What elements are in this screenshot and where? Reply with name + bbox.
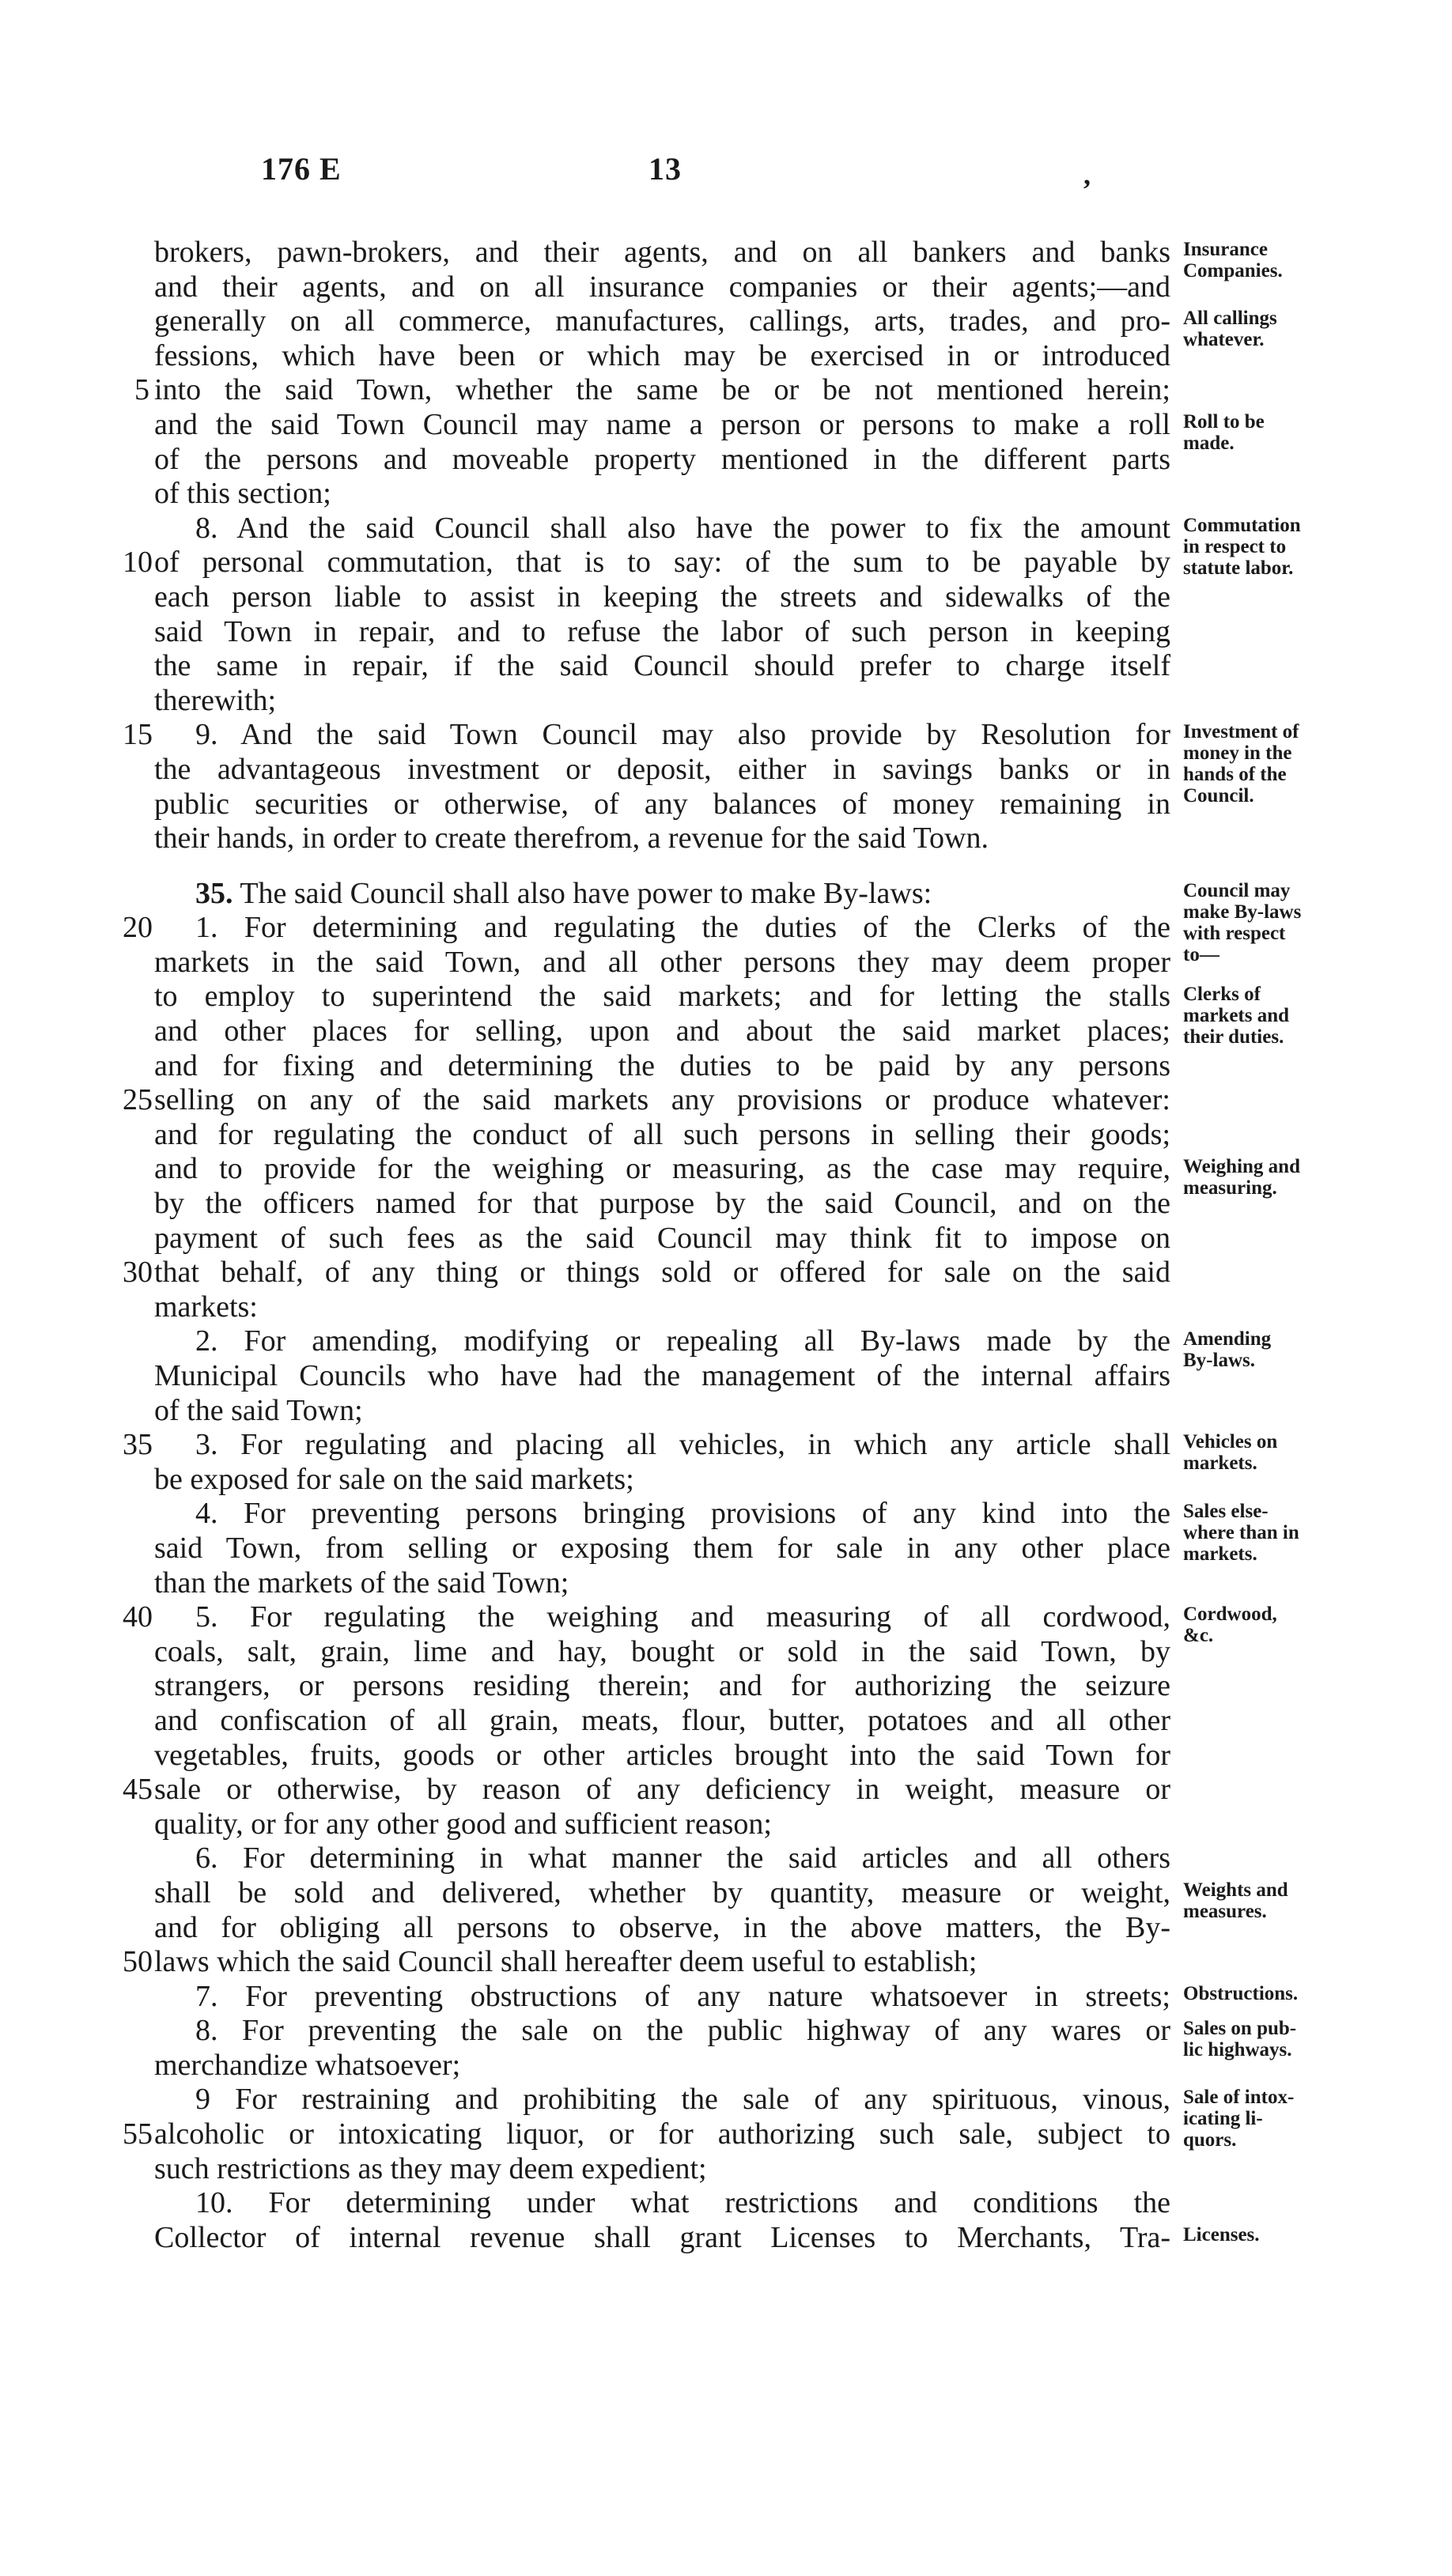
text-line	[154, 1704, 1170, 1739]
line-text: and their agents, and on all insurance companies or their agents;—and	[154, 270, 1170, 304]
margin-note: Council may make By-laws with respect to—	[1183, 879, 1302, 965]
line-text: alcoholic or intoxicating liquor, or for authorizing such sale, subject to	[154, 2117, 1170, 2151]
margin-note: Sales else- where than in markets.	[1183, 1500, 1299, 1565]
text-line	[154, 1841, 1170, 1876]
text-line	[154, 1014, 1170, 1049]
line-text	[154, 877, 1170, 912]
text-line	[154, 2083, 1170, 2117]
text-line	[154, 1497, 1170, 1532]
text-line	[123, 1428, 1170, 1463]
line-text: Collector of internal revenue shall grant Licenses to Merchants, Tra-	[154, 2220, 1170, 2254]
line-text: each person liable to assist in keeping the streets and sidewalks of the	[154, 580, 1170, 614]
margin-note: Weights and measures.	[1183, 1879, 1288, 1923]
line-number: 55	[123, 2117, 153, 2151]
stray-mark: ,	[1083, 159, 1091, 191]
line-text: 2. For amending, modifying or repealing all By-laws made by the	[195, 1324, 1170, 1358]
text-line	[154, 1566, 1170, 1601]
margin-note: Investment of money in the hands of the Council.	[1183, 721, 1299, 807]
text-line	[154, 477, 1170, 512]
text-line	[154, 1739, 1170, 1773]
line-number: 30	[123, 1256, 153, 1290]
line-text: than the markets of the said Town;	[154, 1566, 569, 1600]
line-number: 40	[123, 1600, 153, 1634]
line-number: 35	[123, 1428, 153, 1462]
text-line	[154, 339, 1170, 374]
text-line	[154, 946, 1170, 980]
line-text: markets in the said Town, and all other persons they may deem proper	[154, 945, 1170, 979]
text-line	[123, 1773, 1170, 1807]
line-text: the same in repair, if the said Council should prefer to charge itself	[154, 649, 1170, 683]
line-number: 25	[123, 1083, 153, 1117]
line-number: 20	[123, 911, 153, 945]
line-text: and the said Town Council may name a person or persons to make a roll	[154, 407, 1170, 441]
text-line	[154, 822, 1170, 856]
line-text: the advantageous investment or deposit, either in savings banks or in	[154, 752, 1170, 786]
line-text: their hands, in order to create therefrom, a revenue for the said Town.	[154, 822, 989, 856]
line-text: 9 For restraining and prohibiting the sale of any spirituous, vinous,	[195, 2083, 1170, 2117]
margin-note: Amending By-laws.	[1183, 1328, 1272, 1371]
margin-note: Cordwood, &c.	[1183, 1603, 1277, 1647]
text-line	[154, 649, 1170, 684]
line-text: quality, or for any other good and sufficient reason;	[154, 1807, 772, 1841]
text-line	[123, 1945, 1170, 1980]
line-text: fessions, which have been or which may be exercised in or introduced	[154, 338, 1170, 372]
text-line	[134, 373, 1170, 408]
paragraph-gap	[154, 856, 1170, 877]
line-number: 15	[123, 718, 153, 752]
line-text: 8. For preventing the sale on the public highway of any wares or	[195, 2014, 1170, 2048]
margin-note: Insurance Companies.	[1183, 239, 1283, 281]
line-number: 45	[123, 1773, 153, 1807]
line-text: merchandize whatsoever;	[154, 2048, 461, 2082]
line-text: said Town in repair, and to refuse the labor of such person in keeping	[154, 614, 1170, 648]
line-text: 10. For determining under what restrictions and conditions the	[195, 2186, 1170, 2220]
text-line	[154, 1290, 1170, 1325]
line-text: payment of such fees as the said Council may think fit to impose on	[154, 1221, 1170, 1255]
text-line	[154, 1635, 1170, 1670]
line-text: of the said Town;	[154, 1393, 363, 1427]
text-line	[154, 1463, 1170, 1498]
page-number: 13	[648, 151, 682, 187]
line-text: and to provide for the weighing or measuring, as the case may require,	[154, 1152, 1170, 1186]
section-number: 35.	[195, 876, 233, 910]
text-line	[154, 2186, 1170, 2221]
text-line	[123, 1256, 1170, 1290]
text-line	[154, 2221, 1170, 2256]
text-line	[154, 1911, 1170, 1946]
text-line	[154, 980, 1170, 1014]
text-line	[154, 1532, 1170, 1566]
section-intro-text: The said Council shall also have power to make By-laws:	[233, 876, 932, 910]
text-line	[123, 546, 1170, 580]
document-number: 176 E	[261, 151, 342, 187]
line-text: by the officers named for that purpose by the said Council, and on the	[154, 1187, 1170, 1221]
line-text: public securities or otherwise, of any balances of money remaining in	[154, 787, 1170, 821]
line-text: 8. And the said Council shall also have the power to fix the amount	[195, 511, 1170, 545]
line-text: 7. For preventing obstructions of any nature whatsoever in streets;	[195, 1979, 1170, 2013]
text-line	[154, 1152, 1170, 1187]
margin-note: Roll to be made.	[1183, 411, 1265, 454]
margin-note: All callings whatever.	[1183, 308, 1277, 351]
text-line	[154, 1187, 1170, 1222]
margin-note: Clerks of markets and their duties.	[1183, 983, 1290, 1048]
text-line	[123, 2117, 1170, 2152]
text-line	[154, 2014, 1170, 2049]
line-text: vegetables, fruits, goods or other articles brought into the said Town for	[154, 1738, 1170, 1772]
text-line	[154, 304, 1170, 339]
text-line	[154, 1980, 1170, 2015]
line-text: therewith;	[154, 683, 277, 717]
text-line	[154, 2152, 1170, 2187]
body-text	[123, 236, 1170, 2255]
line-text: and for fixing and determining the duties to be paid by any persons	[154, 1048, 1170, 1082]
line-text: such restrictions as they may deem expedient;	[154, 2151, 707, 2185]
line-text: sale or otherwise, by reason of any deficiency in weight, measure or	[154, 1773, 1170, 1807]
line-text: of the persons and moveable property mentioned in the different parts	[154, 442, 1170, 476]
text-line	[154, 1222, 1170, 1256]
text-line	[154, 1669, 1170, 1704]
text-line	[123, 718, 1170, 753]
text-line	[154, 1807, 1170, 1842]
text-line	[123, 911, 1170, 946]
line-text: 3. For regulating and placing all vehicles, in which any article shall	[195, 1428, 1170, 1462]
line-text: 5. For regulating the weighing and measuring of all cordwood,	[195, 1600, 1170, 1634]
line-text: 4. For preventing persons bringing provisions of any kind into the	[195, 1497, 1170, 1531]
text-line	[154, 615, 1170, 650]
margin-note: Licenses.	[1183, 2224, 1260, 2246]
line-text: to employ to superintend the said markets; and for letting the stalls	[154, 980, 1170, 1014]
line-number: 50	[123, 1945, 153, 1979]
line-text: that behalf, of any thing or things sold or offered for sale on the said	[154, 1256, 1170, 1290]
line-text: laws which the said Council shall hereafter deem useful to establish;	[154, 1945, 977, 1979]
text-line	[154, 877, 1170, 912]
text-line	[154, 788, 1170, 822]
line-text: 1. For determining and regulating the duties of the Clerks of the	[195, 911, 1170, 945]
line-number: 10	[123, 546, 153, 580]
text-line	[154, 408, 1170, 443]
line-number: 5	[134, 373, 149, 407]
text-line	[154, 1049, 1170, 1084]
text-line	[154, 270, 1170, 305]
line-text: of this section;	[154, 477, 331, 511]
text-line	[154, 2049, 1170, 2083]
line-text: and confiscation of all grain, meats, flour, butter, potatoes and all other	[154, 1703, 1170, 1737]
text-line	[154, 443, 1170, 478]
line-text: strangers, or persons residing therein; and for authorizing the seizure	[154, 1669, 1170, 1703]
margin-note: Sales on pub- lic highways.	[1183, 2017, 1297, 2060]
text-line	[154, 753, 1170, 788]
line-text: Municipal Councils who have had the management of the internal affairs	[154, 1359, 1170, 1392]
text-line	[154, 1876, 1170, 1911]
text-line	[123, 1600, 1170, 1635]
margin-note: Obstructions.	[1183, 1983, 1299, 2004]
line-text: brokers, pawn-brokers, and their agents, and on all bankers and banks	[154, 236, 1170, 269]
line-text: markets:	[154, 1290, 258, 1324]
line-text: 9. And the said Town Council may also provide by Resolution for	[195, 718, 1170, 752]
margin-note: Sale of intox- icating li- quors.	[1183, 2086, 1295, 2151]
margin-note: Weighing and measuring.	[1183, 1155, 1300, 1199]
line-text: and for obliging all persons to observe, in the above matters, the By-	[154, 1910, 1170, 1944]
line-text: selling on any of the said markets any provisions or produce whatever:	[154, 1083, 1170, 1117]
text-line	[154, 1394, 1170, 1429]
line-text: said Town, from selling or exposing them for sale in any other place	[154, 1531, 1170, 1565]
text-line	[154, 236, 1170, 270]
text-line	[154, 1118, 1170, 1153]
margin-note: Vehicles on markets.	[1183, 1431, 1278, 1475]
line-text: generally on all commerce, manufactures, callings, arts, trades, and pro-	[154, 304, 1170, 338]
text-line	[154, 512, 1170, 546]
text-line	[154, 580, 1170, 615]
line-text: and for regulating the conduct of all such persons in selling their goods;	[154, 1117, 1170, 1151]
page-header	[261, 150, 1091, 191]
text-line	[154, 1324, 1170, 1359]
text-line	[123, 1083, 1170, 1118]
line-text: coals, salt, grain, lime and hay, bought or sold in the said Town, by	[154, 1634, 1170, 1668]
margin-note: Commutation in respect to statute labor.	[1183, 514, 1301, 579]
line-text: of personal commutation, that is to say: of the sum to be payable by	[154, 546, 1170, 580]
line-text: into the said Town, whether the same be or be not mentioned herein;	[154, 373, 1170, 407]
line-text: shall be sold and delivered, whether by quantity, measure or weight,	[154, 1875, 1170, 1909]
line-text: 6. For determining in what manner the said articles and all others	[195, 1841, 1170, 1875]
line-text: be exposed for sale on the said markets;	[154, 1462, 634, 1496]
text-line	[154, 684, 1170, 719]
line-text: and other places for selling, upon and about the said market places;	[154, 1014, 1170, 1048]
text-line	[154, 1359, 1170, 1394]
